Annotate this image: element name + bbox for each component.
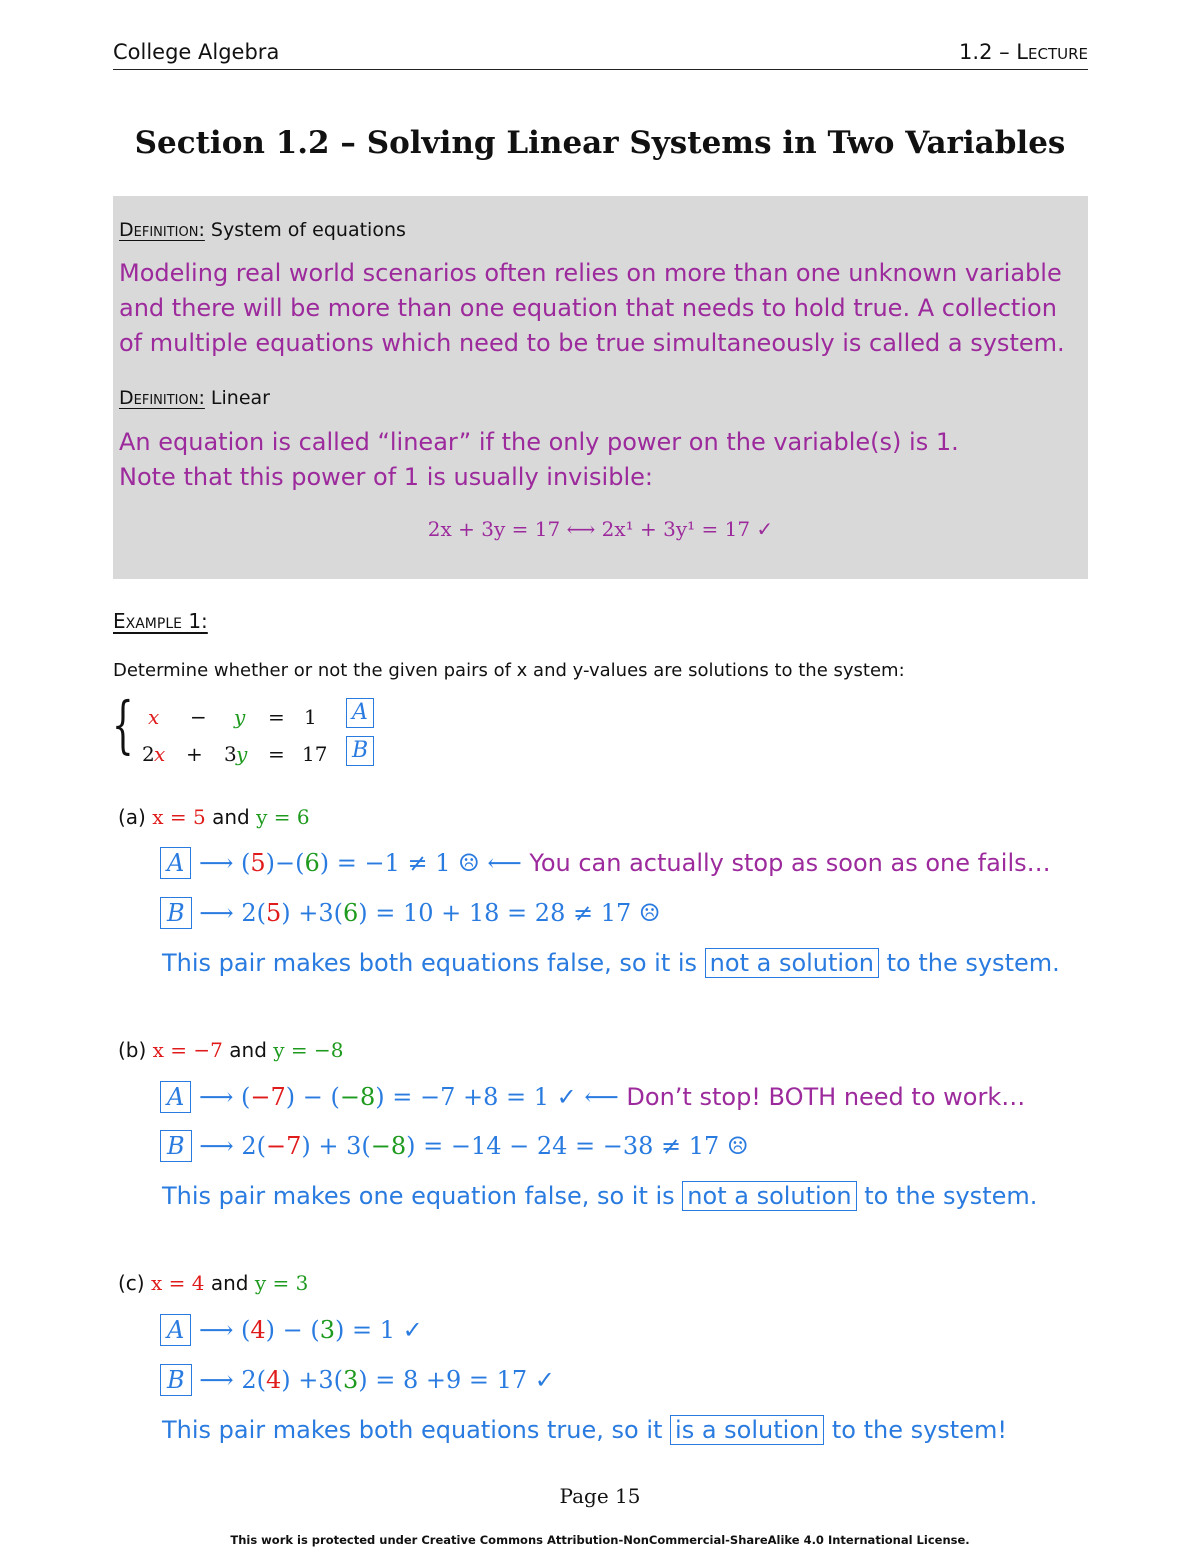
part-c-answer-box: is a solution [670,1415,824,1445]
part-a-tag-a: A [160,847,191,879]
part-c-conclusion-pre: This pair makes both equations true, so it [162,1416,671,1444]
part-b-and: and [229,1038,267,1062]
page-title: Section 1.2 – Solving Linear Systems in Two Variables [134,125,1066,161]
system-row2-x-coef: 2 [142,742,155,766]
part-c-b-post: ) = 8 +9 = 17 ✓ [358,1366,555,1394]
system-row2-y: y [236,742,248,766]
lecture-label [959,40,1088,64]
definition-1-label: Definition: [119,219,205,241]
part-c-and: and [210,1271,249,1295]
part-a-tag-b: B [160,897,192,929]
part-a-b-x: 5 [265,899,282,927]
part-c-y: y = 3 [254,1271,309,1295]
part-b-a-pre: ⟶ ( [198,1083,251,1111]
course-title: College Algebra [113,40,280,64]
system-row2-equals: = [268,742,285,766]
part-b-line-b [160,1130,748,1162]
part-b-tag-b: B [160,1130,192,1162]
part-a-conclusion-post: to the system. [878,949,1060,977]
system-tag-a: A [346,698,374,728]
part-a-a-y: 6 [304,849,320,877]
lecture-number: 1.2 – [959,40,1017,64]
part-b-b-x: −7 [265,1132,302,1160]
part-c-b-y: 3 [342,1366,359,1394]
part-b-a-post: ) = −7 +8 = 1 ✓ ⟵ [375,1083,627,1111]
system-tag-b: B [346,736,374,766]
part-b-a-x: −7 [250,1083,286,1111]
part-b-header [118,1038,344,1062]
part-a-label: (a) [118,805,146,829]
part-c-conclusion [162,1415,1007,1445]
system-row2-y-coef: 3 [224,742,237,766]
part-a-a-post: ) = −1 ≠ 1 ☹ ⟵ [319,849,530,877]
part-b-line-a [160,1081,1025,1113]
part-c-header [118,1271,308,1295]
definition-2-heading [119,387,270,409]
part-a-x: x = 5 [152,805,206,829]
part-c-b-x: 4 [265,1366,282,1394]
definition-1-heading [119,219,406,241]
part-c-line-a [160,1314,423,1346]
part-c-tag-a: A [160,1314,191,1346]
part-a-line-a [160,847,1051,879]
part-c-conclusion-post: to the system! [824,1416,1007,1444]
part-c-a-x: 4 [250,1316,266,1344]
part-a-conclusion-pre: This pair makes both equations false, so it is [162,949,705,977]
system-row1-op: − [190,705,207,729]
part-b-a-mid: ) − ( [285,1083,340,1111]
part-a-line-b [160,897,660,929]
part-b-note: Don’t stop! BOTH need to work… [626,1083,1026,1111]
part-a-and: and [212,805,250,829]
definition-1-term: System of equations [210,219,406,241]
part-b-conclusion-pre: This pair makes one equation false, so it is [162,1182,683,1210]
part-c-line-b [160,1364,555,1396]
part-a-header [118,805,310,829]
linear-equation-example: 2x + 3y = 17 ⟷ 2x¹ + 3y¹ = 17 ✓ [427,517,774,541]
part-a-b-mid: ) +3( [281,899,343,927]
header-rule [113,69,1088,70]
part-a-a-pre: ⟶ ( [198,849,251,877]
part-b-b-y: −8 [370,1132,407,1160]
lecture-word: Lecture [1016,40,1088,64]
system-row1-rhs: 1 [304,705,317,729]
part-b-conclusion-post: to the system. [856,1182,1038,1210]
definition-2-line2: Note that this power of 1 is usually invisible: [119,463,653,491]
part-c-a-y: 3 [319,1316,336,1344]
part-c-a-pre: ⟶ ( [198,1316,251,1344]
part-b-x: x = −7 [152,1038,223,1062]
system-row1-y: y [234,705,246,729]
example-label: Example 1: [113,609,208,633]
part-c-a-post: ) = 1 ✓ [335,1316,423,1344]
part-a-b-pre: ⟶ 2( [199,899,266,927]
page-number: Page 15 [559,1484,641,1508]
license-notice: This work is protected under Creative Commons Attribution-NonCommercial-ShareAlike 4.0 International License. [230,1533,970,1547]
part-a-answer-box: not a solution [705,948,879,978]
definition-1-text: Modeling real world scenarios often relies on more than one unknown variable and there will be more than one equation that needs to hold true. A collection of multiple equations which need to be true simultaneously is called a system. [119,259,1065,357]
part-c-a-mid: ) − ( [265,1316,320,1344]
part-b-b-mid: ) + 3( [301,1132,371,1160]
part-b-b-pre: ⟶ 2( [199,1132,266,1160]
part-c-label: (c) [118,1271,145,1295]
part-b-label: (b) [118,1038,147,1062]
part-a-note: You can actually stop as soon as one fails… [529,849,1051,877]
part-a-conclusion [162,948,1060,978]
part-a-a-x: 5 [250,849,266,877]
system-row2-op: + [186,742,203,766]
part-c-tag-b: B [160,1364,192,1396]
definition-2-line1: An equation is called “linear” if the only power on the variable(s) is 1. [119,428,959,456]
part-b-y: y = −8 [273,1038,344,1062]
part-b-conclusion [162,1181,1037,1211]
system-row1-x: x [148,705,160,729]
part-a-b-post: ) = 10 + 18 = 28 ≠ 17 ☹ [358,899,661,927]
part-c-b-pre: ⟶ 2( [199,1366,266,1394]
part-b-a-y: −8 [339,1083,376,1111]
example-prompt: Determine whether or not the given pairs of x and y-values are solutions to the system: [113,660,905,681]
part-a-b-y: 6 [342,899,359,927]
system-row1-equals: = [268,705,285,729]
system-row2-rhs: 17 [302,742,328,766]
definition-2-term: Linear [210,387,270,409]
part-a-a-mid: )−( [265,849,305,877]
system-brace: { [112,688,134,761]
system-row2-x: x [154,742,166,766]
part-c-b-mid: ) +3( [281,1366,343,1394]
part-b-answer-box: not a solution [682,1181,856,1211]
part-c-x: x = 4 [150,1271,205,1295]
part-a-y: y = 6 [256,805,310,829]
part-b-tag-a: A [160,1081,191,1113]
definition-2-label: Definition: [119,387,205,409]
part-b-b-post: ) = −14 − 24 = −38 ≠ 17 ☹ [406,1132,749,1160]
